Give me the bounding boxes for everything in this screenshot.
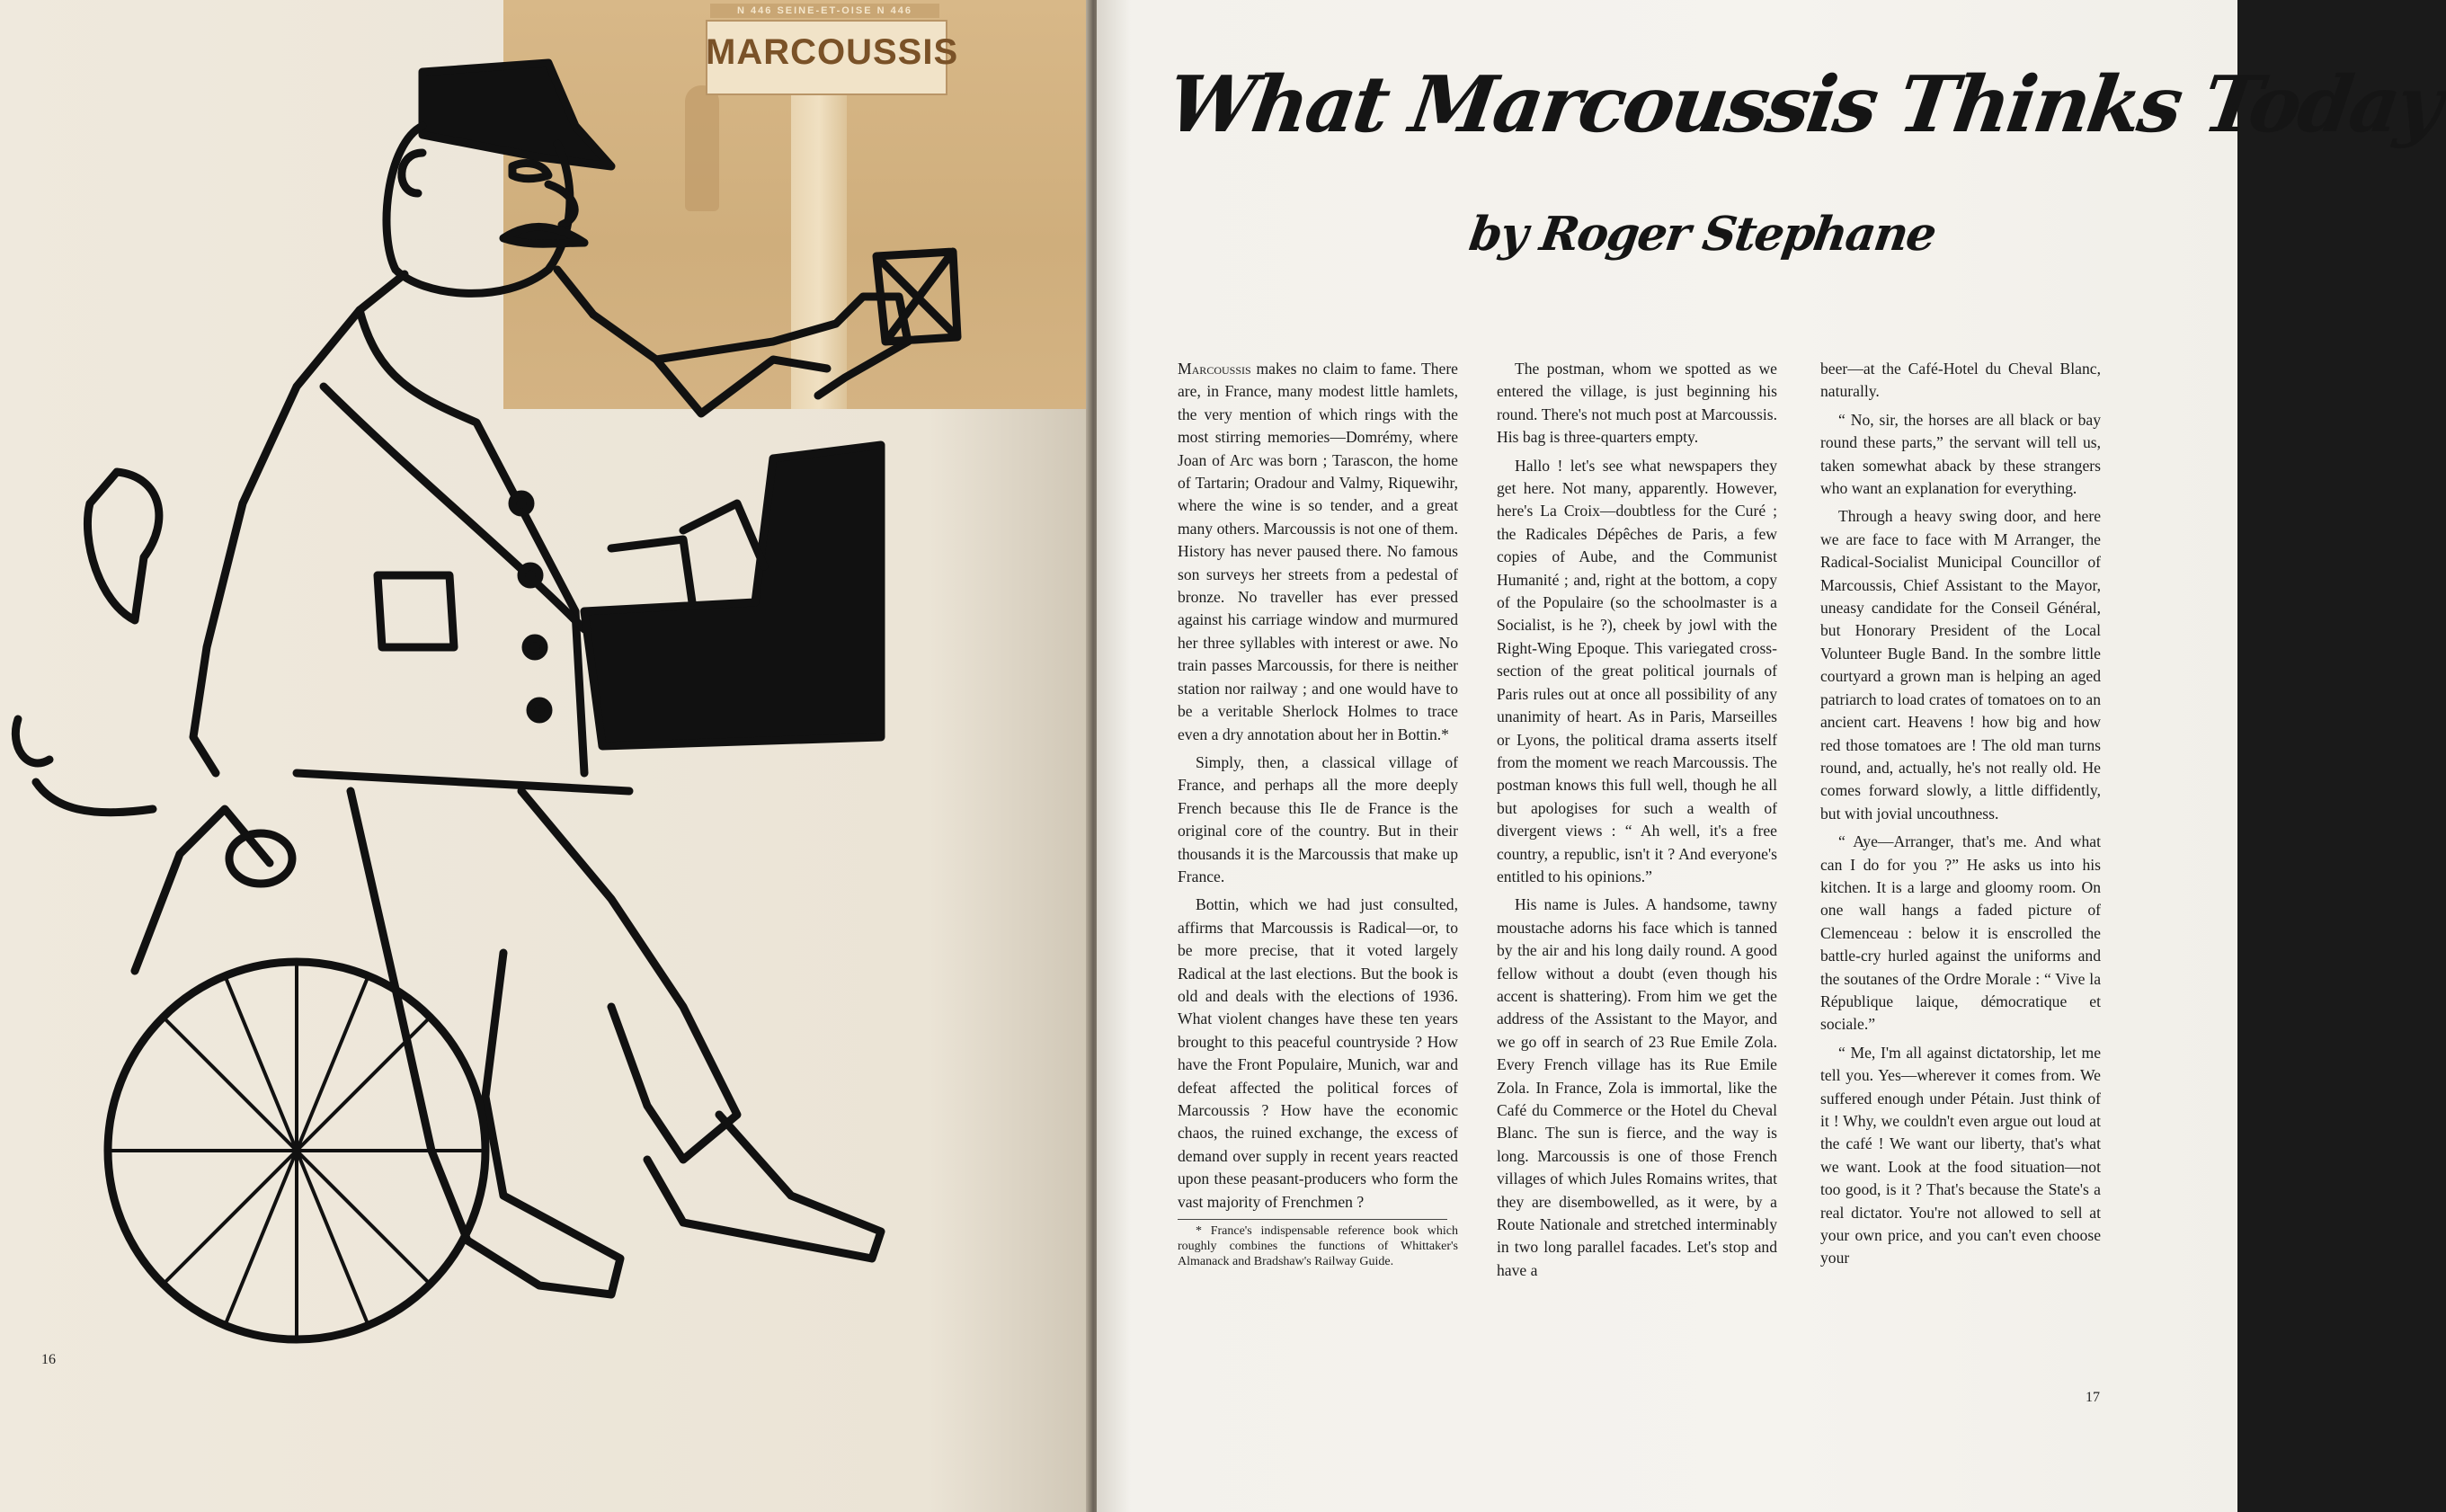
postman-button: [526, 638, 544, 656]
footnote: * France's indispensable reference book which roughly combines the functions of Whittaker's Almanack and Bradshaw's Railway Guide.: [1178, 1224, 1458, 1269]
paragraph-text: makes no claim to fame. There are, in France, many modest little hamlets, the very mention of which rings with the most stirring memories—Domrémy, where Joan of Arc was born ; Tarascon, the home of Tartarin; Oradour and Valmy, Riquewihr, where the wine is so tender, and a great many others. Marcoussis is not one of them. History has never paused there. No famous son surveys her streets from a pedestal of bronze. No traveller has ever pressed against his carriage window and murmured her three syllables with interest or awe. No train passes Marcoussis, for there is neither station nor railway ; and one would have to be a veritable Sherlock Holmes to trace even a dry annotation about her in Bottin.*: [1178, 360, 1458, 743]
paragraph: “ No, sir, the horses are all black or bay round these parts,” the servant will tell us, taken somewhat aback by these strangers who want an explanation for everything.: [1820, 410, 2101, 498]
page-number-right: 17: [2086, 1390, 2100, 1405]
mail-bag-letters: [611, 503, 764, 602]
photo-sign-top-text: N 446 SEINE-ET-OISE N 446: [710, 4, 939, 18]
text-column-1: [1178, 358, 1458, 1275]
paragraph: Simply, then, a classical village of France, and perhaps all the more deeply French because this Ile de France is the original core of the country. But in their thousands it is the Marcoussis that make up France.: [1178, 752, 1458, 885]
postman-pocket: [378, 575, 454, 647]
bicycle-bell: [15, 719, 49, 763]
article-title: What Marcoussis Thinks Today: [1161, 59, 2446, 150]
postman-illustration: [0, 0, 1092, 1512]
paragraph: The postman, whom we spotted as we entered the village, is just beginning his round. There's not much post at Marcoussis. His bag is three-quarters empty.: [1497, 360, 1777, 447]
postman-jacket-hem: [297, 773, 629, 791]
paragraph: Hallo ! let's see what newspapers they get here. Not many, apparently. However, here's La Croix—doubtless for the Curé ; the Radicales Dépêches de Paris, a few copies of Aube, and the Communist Humanité ; and, right at the bottom, a copy of the Populaire (so the schoolmaster is a Socialist, is he ?), cheek by jowl with the Right-Wing Epoque. This variegated cross-section of the great political journals of Paris rules out at once all possibility of any unanimity of heart. As in Paris, Marseilles or Lyons, the political drama asserts itself from the moment we reach Marcoussis. The postman knows this full well, though he all but apologises for such a wealth of divergent views : “ Ah well, it's a free country, a republic, isn't it ? And everyone's entitled to his opinions.”: [1497, 456, 1777, 885]
paragraph: “ Me, I'm all against dictatorship, let me tell you. Yes—wherever it comes from. We suffered enough under Pétain. Just think of it ! Why, we couldn't even argue out loud at the café ! We want our liberty, that's what we want. Look at the food situation—not too good, is it ? That's because the State's a real dictator. You're not allowed to sell at your own price, and you can't even choose your: [1820, 1043, 2101, 1267]
postman-moustache: [503, 227, 584, 244]
postman-button: [512, 494, 530, 512]
mail-bag: [584, 445, 881, 746]
paragraph: beer—at the Café-Hotel du Cheval Blanc, naturally.: [1820, 360, 2101, 401]
lead-word: Marcoussis: [1178, 360, 1251, 378]
postman-eye: [512, 164, 548, 179]
bicycle-handlebar: [36, 782, 153, 813]
right-page: [1097, 0, 2446, 1512]
footnote-rule: [1178, 1219, 1447, 1220]
postman-boot-right: [647, 1115, 881, 1259]
postman-button: [521, 566, 539, 584]
text-column-2: [1497, 358, 1777, 1287]
paragraph: “ Aye—Arranger, that's me. And what can I do for you ?” He asks us into his kitchen. It is a large and gloomy room. On one wall hangs a faded picture of Clemenceau : below it is enscrolled the battle-cry hurled against the uniforms and the soutanes of the Ordre Morale : “ Vive la République laique, démocratique et sociale.”: [1820, 832, 2101, 1034]
postman-arm: [656, 297, 908, 396]
postman-ear: [402, 153, 422, 193]
paragraph: Bottin, which we had just consulted, affirms that Marcoussis is Radical—or, to be more precise, that it voted largely Radical at the last elections. But the book is old and deals with the elections of 1936. What violent changes have these ten years brought to this peaceful countryside ? How have the Front Populaire, Munich, war and defeat affected the political forces of Marcoussis ? How have the economic chaos, the ruined exchange, the excess of demand over supply in recent years reacted upon these peasant-producers who form the vast majority of Frenchmen ?: [1178, 895, 1458, 1211]
bicycle-seat: [87, 472, 158, 620]
paragraph: Through a heavy swing door, and here we are face to face with M Arranger, the Radical-Socialist Municipal Councillor of Marcoussis, Chief Assistant to the Mayor, uneasy candidate for the Conseil Général, but Honorary President of the Local Volunteer Bugle Band. In the sombre little courtyard a grown man is helping an aged patriarch to load crates of tomatoes on to an ancient cart. Heavens ! how big and how red those tomatoes are ! The old man turns round, and, actually, he's not really old. He comes forward slowly, a little diffidently, but with jovial uncouthness.: [1820, 507, 2101, 823]
postman-cap: [422, 63, 611, 166]
bicycle-spokes: [108, 962, 485, 1339]
text-column-3: [1820, 358, 2101, 1276]
postman-leg-right: [521, 791, 737, 1160]
postman-button: [530, 701, 548, 719]
article-byline: by Roger Stephane: [1465, 207, 1939, 262]
page-number-left: 16: [41, 1352, 56, 1367]
paragraph: [1178, 358, 1458, 746]
paragraph: His name is Jules. A handsome, tawny moustache adorns his face which is tanned by the air and his long daily round. A good fellow without a doubt (even though his accent is shattering). From him we get the address of the Assistant to the Mayor, and we go off in search of 23 Rue Emile Zola. Every French village has its Rue Emile Zola. In France, Zola is immortal, like the Café du Commerce or the Hotel du Cheval Blanc. The sun is fierce, and the way is long. Marcoussis is one of those French villages of which Jules Romains writes, that they are disembowelled, as it were, by a Route Nationale and stretched interminably in two long parallel facades. Let's stop and have a: [1497, 895, 1777, 1279]
photo-sign-text: MARCOUSSIS: [706, 32, 959, 72]
left-page: [0, 0, 1092, 1512]
